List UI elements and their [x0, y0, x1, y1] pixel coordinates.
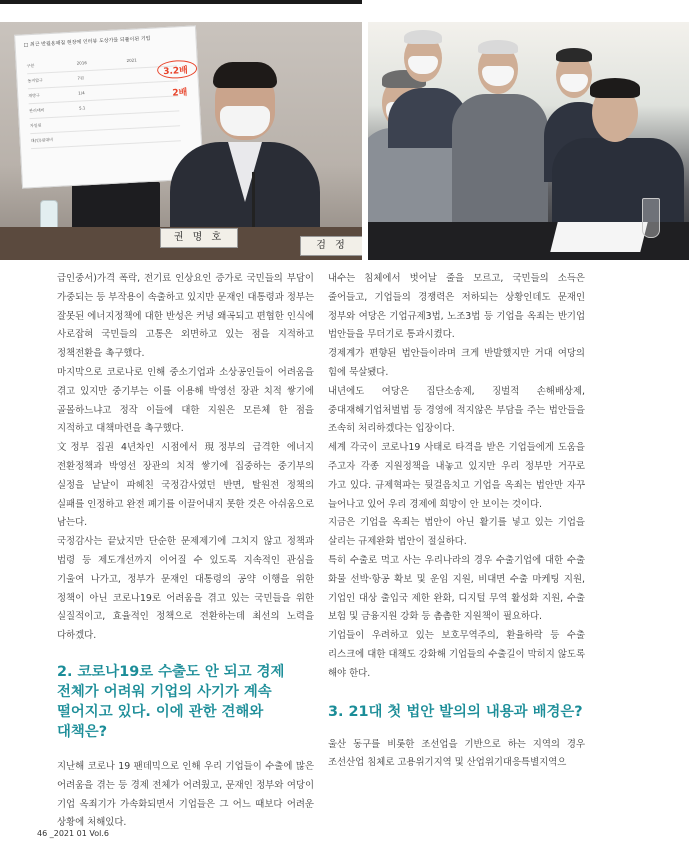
board-cell: 7원: [77, 75, 84, 81]
water-glass: [642, 198, 660, 238]
photo-meeting-with-workers: [368, 22, 689, 260]
article-paragraph: 기업들이 우려하고 있는 보호무역주의, 환율하락 등 수출 리스크에 대한 대책도 강화해 기업들의 수출길이 막히지 않도록 해야 한다.: [328, 630, 585, 679]
article-left-column: [57, 270, 314, 833]
board-cell: 2021: [126, 57, 137, 64]
section-heading-3: 3. 21대 첫 법안 발의의 내용과 배경은?: [328, 703, 583, 720]
board-highlight-2: 2배: [172, 87, 188, 99]
nameplate: 권 명 호: [160, 228, 238, 248]
article-paragraph: 급인중서)가격 폭락, 전기료 인상요인 증가로 국민들의 부담이 가중되는 등 부작용이 속출하고 있지만 문재인 대통령과 정부는 잘못된 에너지정책에 대한 반성은 커녕 왜곡되고 편협한 인식에 사로잡혀 국민들의 고통은 외면하고 있는 점을 지적하고 정책전환을 촉구했다.: [57, 273, 314, 360]
article-paragraph: 세계 각국이 코로나19 사태로 타격을 받은 기업들에게 도움을 주고자 각종 지원정책을 내놓고 있지만 우리 정부만 거꾸로 가고 있다. 규제혁파는 뒷걸음치고 기업을 옥죄는 법안만 자꾸 늘어나고 있어 우리 경제에 희망이 안 보이는 것이다.: [328, 442, 585, 510]
board-cell: 2016: [76, 60, 87, 66]
document-paper: [550, 222, 647, 252]
photo-lawmaker-presenting: [0, 22, 362, 260]
board-cell: 구분: [26, 62, 35, 69]
board-cell: 5.1: [78, 105, 86, 111]
article-paragraph: 경제계가 편향된 법안들이라며 크게 반발했지만 거대 여당의 힘에 묵살됐다.: [328, 348, 585, 378]
article-paragraph: 특히 수출로 먹고 사는 우리나라의 경우 수출기업에 대한 수출 화물 선박·항공 확보 및 운임 지원, 비대면 수출 마케팅 지원, 기업인 대상 출입국 제한 완화, 디지털 무역 활성화 지원, 수출 보험 및 금융지원 강화 등 촘촘한 지원책이 필요하다.: [328, 554, 585, 623]
article-paragraph: 국정감사는 끝났지만 단순한 문제제기에 그치지 않고 정책과 법령 등 제도개선까지 이어질 수 있도록 지속적인 관심을 기울여 나가고, 정부가 문재인 대통령의 공약 이행을 위한 정책이 아닌 코로나19로 어려움을 겪고 있는 국민들을 위한 실질적이고, 효율적인 정책으로 전환하는데 최선의 노력을 다하겠다.: [57, 536, 314, 642]
article-paragraph: 내수는 침체에서 벗어날 줄을 모르고, 국민들의 소득은 줄어들고, 기업들의 경쟁력은 저하되는 상황인데도 문재인 정부와 여당은 기업규제3법, 노조3법 등 기업을 옥죄는 반기업 법안들을 무더기로 통과시켰다.: [328, 273, 585, 341]
page-footer: 46 _2021 01 Vol.6: [37, 829, 109, 838]
board-cell: 자일원: [29, 122, 42, 129]
board-cell: 관리대비: [28, 107, 45, 114]
article-paragraph: 지난해 코로나 19 팬데믹으로 인해 우리 기업들이 수출에 많은 어려움을 겪는 등 경제 전체가 어려웠고, 문재인 정부와 여당이 기업 옥죄기가 가속화되면서 기업들은 그 어느 때보다 어려운 상황에 처해있다.: [57, 760, 314, 829]
face-mask: [220, 106, 270, 136]
board-title: □ 최근 반월용해질 현장에 인터뷰 도상가를 되풀이된 기업: [23, 35, 151, 49]
article-right-column: [328, 270, 585, 773]
article-paragraph: 지금은 기업을 옥죄는 법안이 아닌 활기를 넣고 있는 기업을 살리는 규제완화 법안이 절실하다.: [328, 517, 585, 548]
article-paragraph: 마지막으로 코로나로 인해 중소기업과 소상공인들이 어려움을 겪고 있지만 중기부는 이를 이용해 박영선 장관 치적 쌓기에 골몰하느냐고 정작 이들에 대한 지원은 모른체 한 점을 지적하고 대책마련을 촉구했다.: [57, 366, 314, 435]
board-cell: 1/4: [78, 90, 85, 96]
article-paragraph: 울산 동구를 비롯한 조선업을 기반으로 하는 지역의 경우 조선산업 침체로 고용위기지역 및 산업위기대응특별지역으: [328, 738, 585, 769]
board-cell: 개방구: [28, 92, 41, 99]
board-highlight-1: 3.2배: [162, 65, 189, 78]
section-heading-2: 2. 코로나19로 수출도 안 되고 경제 전체가 어려워 기업의 사기가 계속 떨어지고 있다. 이에 관한 견해와 대책은?: [57, 663, 285, 740]
board-cell: 대(인)원대비: [30, 136, 54, 144]
board-cell: 동지압구: [27, 77, 44, 84]
article-paragraph: 내년에도 여당은 집단소송제, 징벌적 손해배상제, 중대재해기업처벌법 등 경영에 적지않은 부담을 주는 법안들을 조속히 처리하겠다는 입장이다.: [328, 385, 585, 435]
article-paragraph: 文정부 집권 4년차인 시점에서 現정부의 급격한 에너지 전환정책과 박영선 장관의 치적 쌓기에 집중하는 중기부의 실정을 낱낱이 파헤친 국정감사였던 반면, 탈원전 정책의 실패를 인정하고 완전 폐기를 이끌어내지 못한 것은 아쉬움으로 남는다.: [57, 442, 314, 529]
nameplate-2: 검 정: [300, 236, 362, 256]
top-rule: [0, 0, 362, 4]
